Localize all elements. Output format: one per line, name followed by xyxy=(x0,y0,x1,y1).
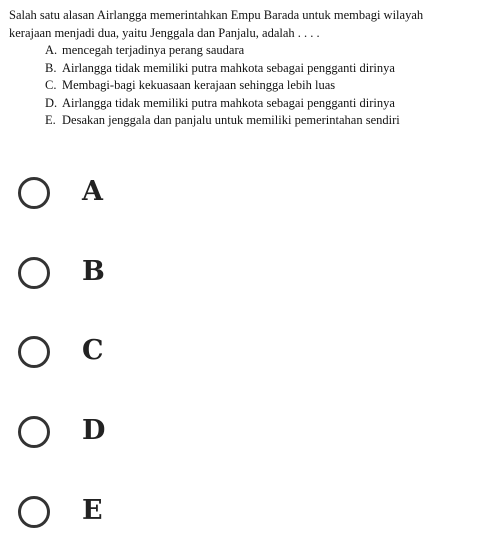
question-stem-line-1: Salah satu alasan Airlangga memerintahkan Empu Barada untuk membagi wilayah xyxy=(9,8,424,22)
radio-b[interactable] xyxy=(18,257,50,289)
answer-label-e: E xyxy=(82,495,103,526)
option-b-text: Airlangga tidak memiliki putra mahkota sebagai pengganti dirinya xyxy=(62,60,395,75)
answer-choice-e[interactable] xyxy=(18,496,138,536)
radio-d[interactable] xyxy=(18,416,50,448)
option-a-text: mencegah terjadinya perang saudara xyxy=(62,43,245,57)
radio-a[interactable] xyxy=(18,177,50,209)
option-c xyxy=(45,77,493,95)
answer-choice-b[interactable] xyxy=(18,257,138,297)
option-e-letter: E. xyxy=(45,113,56,128)
option-d-text: Airlangga tidak memiliki putra mahkota sebagai pengganti dirinya xyxy=(62,95,395,110)
radio-c[interactable] xyxy=(18,336,50,368)
radio-e[interactable] xyxy=(18,496,50,528)
answer-choice-d[interactable] xyxy=(18,416,138,456)
option-c-text: Membagi-bagi kekuasaan kerajaan sehingga lebih luas xyxy=(62,78,336,93)
question-stem-line-2: kerajaan menjadi dua, yaitu Jenggala dan Panjalu, adalah . . . . xyxy=(9,25,320,40)
option-list xyxy=(45,42,493,130)
option-b-letter: B. xyxy=(45,60,57,75)
option-d-letter: D. xyxy=(45,95,58,110)
question-block xyxy=(9,7,493,130)
option-d xyxy=(45,95,493,113)
option-a-letter: A. xyxy=(45,43,58,57)
option-e-text: Desakan jenggala dan panjalu untuk memiliki pemerintahan sendiri xyxy=(62,113,400,128)
answer-choice-a[interactable] xyxy=(18,177,138,217)
option-e xyxy=(45,112,493,130)
option-b xyxy=(45,60,493,78)
answer-label-d: D xyxy=(82,415,106,446)
answer-label-b: B xyxy=(82,256,105,287)
option-c-letter: C. xyxy=(45,78,57,93)
answer-label-a: A xyxy=(82,176,103,207)
answer-choice-c[interactable] xyxy=(18,336,138,376)
option-a xyxy=(45,42,493,60)
answer-label-c: C xyxy=(82,335,104,366)
